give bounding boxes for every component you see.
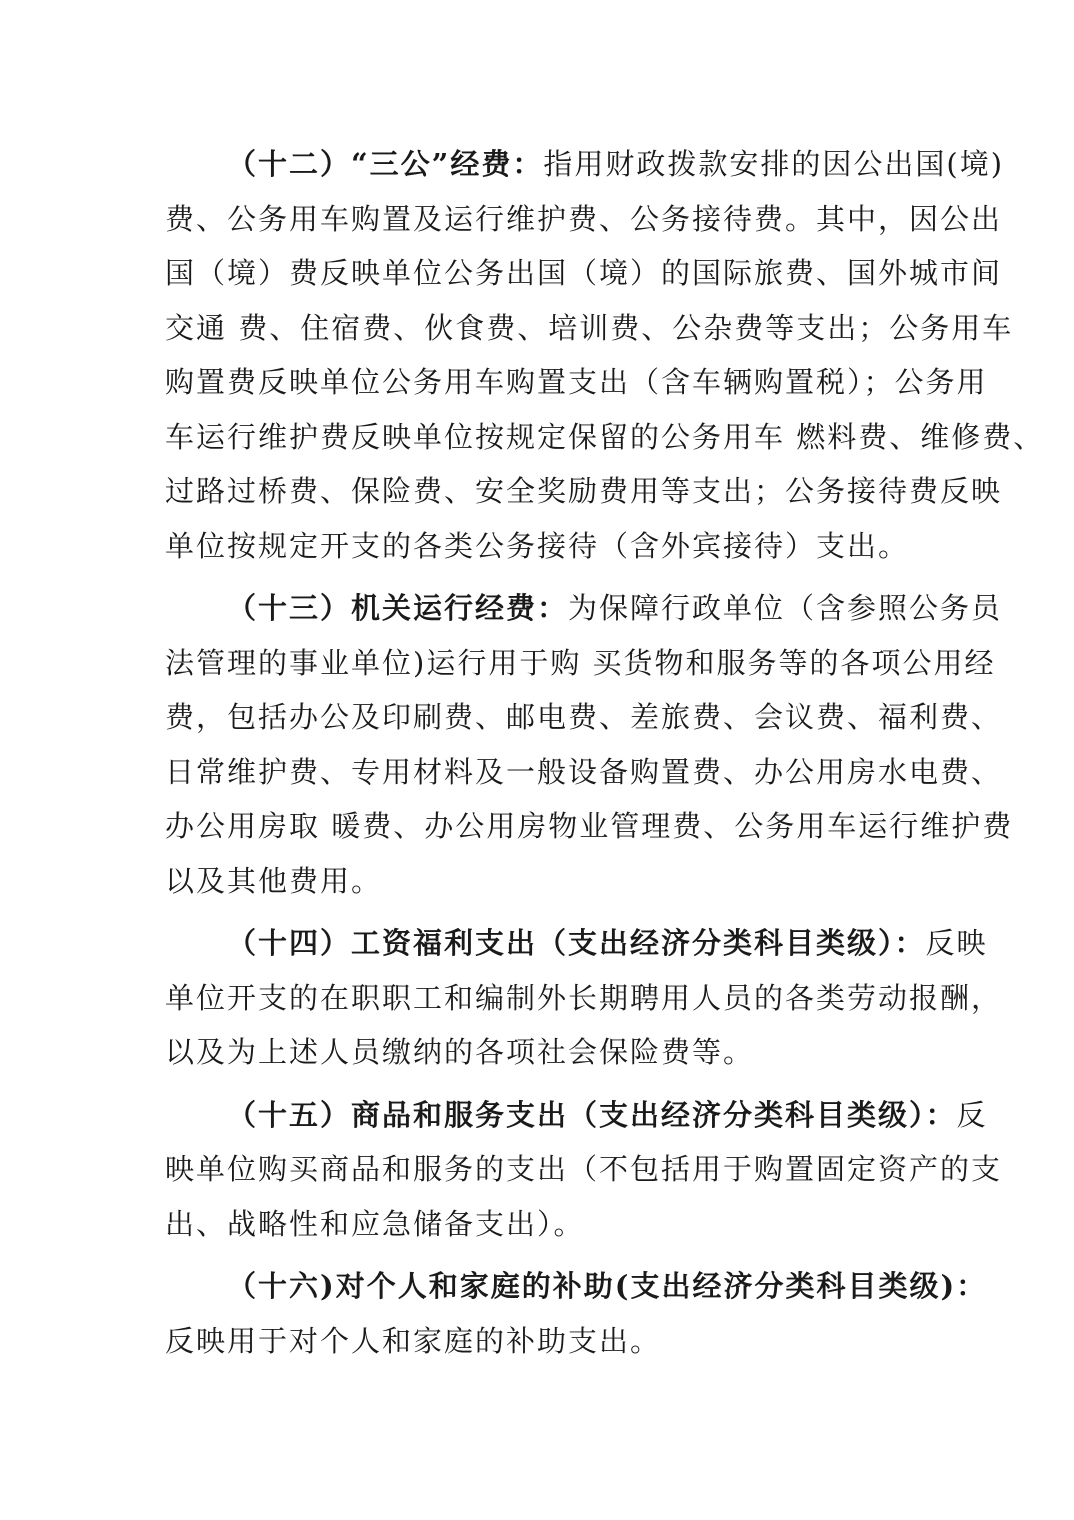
text-line: 法管理的事业单位)运行用于购 买货物和服务等的各项公用经 [165,645,996,680]
paragraph-first-line [165,1259,988,1314]
text-line: 国（境）费反映单位公务出国（境）的国际旅费、国外城市间 [165,256,1003,290]
text-line: 单位按规定开支的各类公务接待（含外宾接待）支出。 [165,528,910,563]
term-heading: （十二）“三公”经费： [227,147,544,181]
paragraph-first-line [165,1088,988,1143]
paragraph-first-line [165,916,988,971]
text-line: 以及为上述人员缴纳的各项社会保险费等。 [165,1035,755,1069]
text-line: 购置费反映单位公务用车购置支出（含车辆购置税）；公务用 [165,365,988,399]
paragraph-wage-welfare-expenditure [165,916,1003,1080]
text-line: 反映用于对个人和家庭的补助支出。 [165,1323,662,1358]
paragraph-household-subsidies [165,1259,988,1368]
text-line: 出、战略性和应急储备支出）。 [165,1206,585,1241]
term-heading: （十六)对个人和家庭的补助(支出经济分类科目类级)： [227,1269,988,1303]
document-body [165,137,1045,1376]
definition-text: 为保障行政单位（含参照公务员 [568,591,1003,625]
term-heading: （十五）商品和服务支出（支出经济分类科目类级）： [227,1097,957,1132]
paragraph-first-line [165,581,1003,636]
definition-text: 反映 [925,926,988,960]
text-line: 单位开支的在职职工和编制外长期聘用人员的各类劳动报酬， [165,980,1003,1015]
paragraph-sangong-funds [165,137,1045,573]
paragraph-goods-services-expenditure [165,1088,1003,1252]
term-heading: （十三）机关运行经费： [227,591,569,625]
text-line: 过路过桥费、保险费、安全奖励费用等支出；公务接待费反映 [165,474,1003,508]
text-line: 日常维护费、专用材料及一般设备购置费、办公用房水电费、 [165,754,1003,789]
text-line: 以及其他费用。 [165,863,383,898]
text-line: 费、公务用车购置及运行维护费、公务接待费。其中，因公出 [165,201,1003,236]
text-line: 车运行维护费反映单位按规定保留的公务用车 燃料费、维修费、 [165,419,1045,454]
definition-text: 反 [956,1097,988,1132]
text-line: 映单位购买商品和服务的支出（不包括用于购置固定资产的支 [165,1152,1003,1186]
text-line: 交通 费、住宿费、伙食费、培训费、公杂费等支出；公务用车 [165,310,1014,345]
text-line: 费，包括办公及印刷费、邮电费、差旅费、会议费、福利费、 [165,700,1003,734]
definition-text: 指用财政拨款安排的因公出国(境) [543,147,1005,181]
text-line: 办公用房取 暖费、办公用房物业管理费、公务用车运行维护费 [165,809,1014,843]
term-heading: （十四）工资福利支出（支出经济分类科目类级）： [227,926,926,960]
paragraph-first-line [165,137,1005,192]
paragraph-agency-operating-funds [165,581,1014,908]
